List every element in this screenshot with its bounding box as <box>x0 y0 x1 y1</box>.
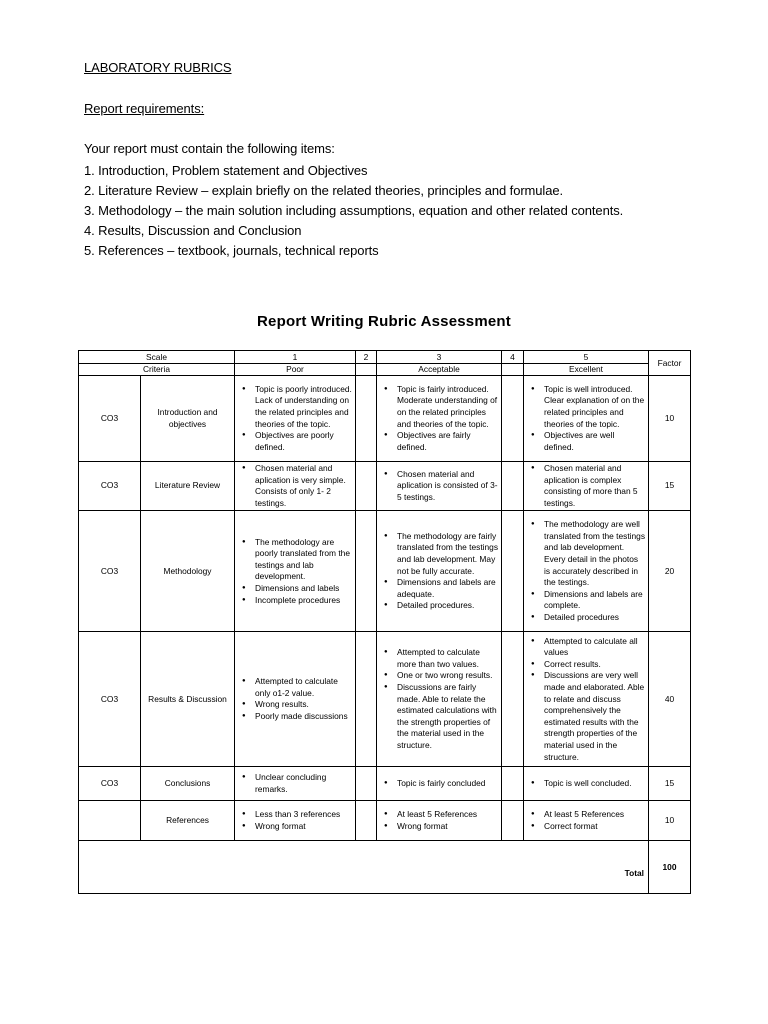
poor-cell <box>235 511 356 632</box>
acceptable-cell <box>377 632 502 767</box>
scale-1: 1 <box>235 351 356 364</box>
excellent-cell <box>524 376 649 462</box>
report-requirements-heading: Report requirements: <box>84 101 205 116</box>
criteria-label: Criteria <box>79 363 235 376</box>
excellent-bullet: ● Chosen material and aplication is complex consisting of more than 5 testings. <box>544 463 645 509</box>
co-cell: CO3 <box>79 376 141 462</box>
poor-bullet: ● Dimensions and labels <box>255 583 352 595</box>
document-heading: LABORATORY RUBRICS <box>84 60 232 75</box>
poor-cell <box>235 801 356 841</box>
acceptable-cell <box>377 801 502 841</box>
excellent-bullet: ● Topic is well introduced. Clear explanation of on the related principles and theories of the topic. <box>544 384 645 430</box>
poor-cell <box>235 462 356 511</box>
criteria-cell: Introduction and objectives <box>141 376 235 462</box>
scale-2: 2 <box>356 351 377 364</box>
acceptable-cell <box>377 376 502 462</box>
rubric-table <box>78 350 691 894</box>
poor-bullet: ● Chosen material and aplication is very simple. Consists of only 1- 2 testings. <box>255 463 352 509</box>
co-cell: CO3 <box>79 767 141 801</box>
scale-3: 3 <box>377 351 502 364</box>
poor-cell <box>235 632 356 767</box>
poor-label: Poor <box>235 363 356 376</box>
criteria-cell: References <box>141 801 235 841</box>
excellent-bullet: ● Dimensions and labels are complete. <box>544 589 645 612</box>
acceptable-bullet: ● Objectives are fairly defined. <box>397 430 498 453</box>
requirements-list <box>84 161 623 261</box>
factor-cell: 20 <box>649 511 691 632</box>
excellent-cell <box>524 801 649 841</box>
rubric-row <box>79 801 691 841</box>
acceptable-bullet: ● Chosen material and aplication is consisted of 3-5 testings. <box>397 469 498 504</box>
requirements-lead: Your report must contain the following items: <box>84 141 335 156</box>
acceptable-cell <box>377 511 502 632</box>
excellent-bullet: ● Attempted to calculate all values <box>544 636 645 659</box>
requirement-item: 4. Results, Discussion and Conclusion <box>84 223 302 238</box>
acceptable-bullet: ● Attempted to calculate more than two values. <box>397 647 498 670</box>
scale-label: Scale <box>79 351 235 364</box>
acceptable-bullet: ● At least 5 References <box>397 809 498 821</box>
factor-header: Factor <box>649 351 691 376</box>
requirement-item: 5. References – textbook, journals, technical reports <box>84 243 379 258</box>
rubric-row <box>79 632 691 767</box>
co-cell <box>79 801 141 841</box>
poor-bullet: ● The methodology are poorly translated from the testings and lab development. <box>255 537 352 583</box>
poor-bullet: ● Wrong results. <box>255 699 352 711</box>
acceptable-cell <box>377 767 502 801</box>
acceptable-bullet: ● Wrong format <box>397 821 498 833</box>
poor-cell <box>235 767 356 801</box>
rubric-row <box>79 462 691 511</box>
excellent-bullet: ● Objectives are well defined. <box>544 430 645 453</box>
poor-bullet: ● Incomplete procedures <box>255 595 352 607</box>
scale-4: 4 <box>502 351 524 364</box>
poor-bullet: ● Wrong format <box>255 821 352 833</box>
rubric-title: Report Writing Rubric Assessment <box>257 313 511 330</box>
criteria-cell: Methodology <box>141 511 235 632</box>
excellent-cell <box>524 632 649 767</box>
excellent-bullet: ● Correct results. <box>544 659 645 671</box>
co-cell: CO3 <box>79 632 141 767</box>
factor-cell: 10 <box>649 376 691 462</box>
total-row <box>79 841 691 894</box>
requirement-item: 1. Introduction, Problem statement and Objectives <box>84 163 368 178</box>
acceptable-bullet: ● Detailed procedures. <box>397 600 498 612</box>
factor-cell: 15 <box>649 767 691 801</box>
poor-bullet: ● Topic is poorly introduced. Lack of understanding on the related principles and theories of the topic. <box>255 384 352 430</box>
acceptable-bullet: ● Dimensions and labels are adequate. <box>397 577 498 600</box>
excellent-bullet: ● Topic is well concluded. <box>544 778 645 790</box>
co-cell: CO3 <box>79 462 141 511</box>
total-value: 100 <box>649 841 691 894</box>
factor-cell: 40 <box>649 632 691 767</box>
excellent-label: Excellent <box>524 363 649 376</box>
acceptable-bullet: ● One or two wrong results. <box>397 670 498 682</box>
acceptable-bullet: ● Discussions are fairly made. Able to relate the estimated calculations with the strength properties of the material used in the structure. <box>397 682 498 752</box>
excellent-bullet: ● The methodology are well translated from the testings and lab development. Every detail in the photos is accurately described in the testings. <box>544 519 645 589</box>
scale-5: 5 <box>524 351 649 364</box>
criteria-cell: Results & Discussion <box>141 632 235 767</box>
scale-header-row <box>79 351 691 364</box>
excellent-cell <box>524 511 649 632</box>
poor-bullet: ● Poorly made discussions <box>255 711 352 723</box>
poor-bullet: ● Less than 3 references <box>255 809 352 821</box>
excellent-bullet: ● Correct format <box>544 821 645 833</box>
acceptable-bullet: ● Topic is fairly concluded <box>397 778 498 790</box>
factor-cell: 10 <box>649 801 691 841</box>
poor-bullet: ● Unclear concluding remarks. <box>255 772 352 795</box>
rubric-row <box>79 376 691 462</box>
criteria-cell: Literature Review <box>141 462 235 511</box>
rubric-row <box>79 511 691 632</box>
acceptable-cell <box>377 462 502 511</box>
excellent-bullet: ● Discussions are very well made and elaborated. Able to relate and discuss comprehensively the estimated results with the strength properties of the material used in the structure. <box>544 670 645 763</box>
acceptable-bullet: ● The methodology are fairly translated from the testings and lab development. May not be fully accurate. <box>397 531 498 577</box>
excellent-cell <box>524 462 649 511</box>
acceptable-bullet: ● Topic is fairly introduced. Moderate understanding of on the related principles and theories of the topic. <box>397 384 498 430</box>
excellent-bullet: ● At least 5 References <box>544 809 645 821</box>
requirement-item: 3. Methodology – the main solution including assumptions, equation and other related contents. <box>84 203 624 218</box>
co-cell: CO3 <box>79 511 141 632</box>
poor-bullet: ● Objectives are poorly defined. <box>255 430 352 453</box>
rubric-row <box>79 767 691 801</box>
excellent-bullet: ● Detailed procedures <box>544 612 645 624</box>
acceptable-label: Acceptable <box>377 363 502 376</box>
excellent-cell <box>524 767 649 801</box>
factor-cell: 15 <box>649 462 691 511</box>
requirement-item: 2. Literature Review – explain briefly on the related theories, principles and formulae. <box>84 183 563 198</box>
criteria-header-row <box>79 363 691 376</box>
total-label: Total <box>79 841 649 894</box>
poor-bullet: ● Attempted to calculate only o1-2 value. <box>255 676 352 699</box>
criteria-cell: Conclusions <box>141 767 235 801</box>
poor-cell <box>235 376 356 462</box>
